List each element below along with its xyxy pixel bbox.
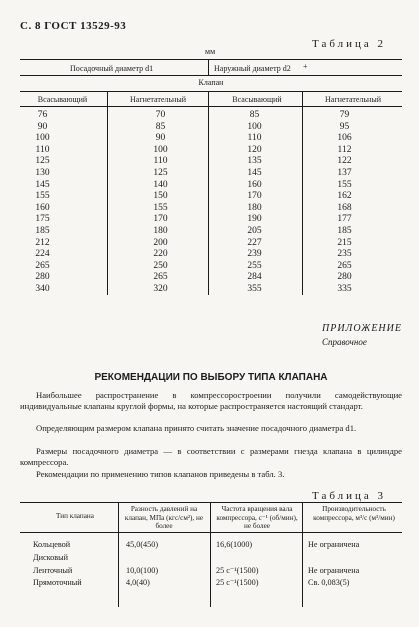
table3-header-capacity: Производительность компрессора, м³/с (м³/мин) — [313, 505, 395, 522]
table3-header-rule — [20, 532, 402, 533]
table3-vdiv-3 — [302, 502, 303, 607]
row-capacity: Не ограничена — [308, 540, 360, 549]
paragraph-3: Размеры посадочного диаметра — в соответствии с размерами гнезда клапана в цилиндре компрессора. — [20, 446, 402, 467]
table2-top-rule — [20, 59, 402, 60]
cell: 95 — [339, 121, 350, 132]
row-type: Ленточный — [33, 566, 73, 575]
cell: 220 — [153, 249, 168, 260]
table2-rule-3 — [20, 106, 402, 107]
col-header-suction-1: Всасывающий — [37, 95, 88, 104]
table2-col-discharge-2 — [322, 110, 367, 296]
cell: 125 — [153, 167, 168, 178]
cell: 180 — [153, 225, 168, 236]
cell: 110 — [153, 156, 168, 167]
table2-vdiv-3 — [302, 91, 303, 295]
table2-unit: мм — [205, 47, 216, 56]
row-type: Прямоточный — [33, 578, 82, 587]
row-speed: 25 с⁻¹(1500) — [216, 566, 259, 575]
cell: 160 — [35, 202, 50, 213]
cell: 110 — [247, 133, 262, 144]
row-pressure: 4,0(40) — [126, 578, 150, 587]
page-header: С. 8 ГОСТ 13529-93 — [20, 20, 127, 32]
appendix-subtitle: Справочное — [322, 337, 367, 347]
col-header-discharge-1: Нагнетательный — [129, 95, 186, 104]
table3-caption: Таблица 3 — [312, 490, 387, 502]
cell: 155 — [35, 191, 50, 202]
cell: 175 — [35, 214, 50, 225]
table3-header-type: Тип клапана — [56, 512, 94, 520]
cell: 284 — [247, 272, 262, 283]
cell: 224 — [35, 249, 50, 260]
cell: 150 — [153, 191, 168, 202]
table2-col-suction-1 — [20, 110, 65, 296]
table2-caption: Таблица 2 — [312, 38, 387, 50]
cell: 355 — [247, 283, 262, 294]
cell: 170 — [247, 191, 262, 202]
cell: 170 — [153, 214, 168, 225]
cell: 85 — [155, 121, 166, 132]
table2-rule-2 — [20, 91, 402, 92]
row-type: Кольцевой — [33, 540, 71, 549]
cell: 168 — [337, 202, 352, 213]
cell: 212 — [35, 237, 50, 248]
table2-group-label: Клапан — [198, 78, 224, 87]
cell: 120 — [247, 144, 262, 155]
cell: 215 — [337, 237, 352, 248]
col-header-suction-2: Всасывающий — [232, 95, 282, 104]
table2-col-discharge-1 — [138, 110, 183, 296]
cell: 185 — [337, 225, 352, 236]
cell: 280 — [35, 272, 50, 283]
paragraph-2: Определяющим размером клапана принято считать значение посадочного диаметра d1. — [36, 423, 357, 433]
table2-rule-1 — [20, 75, 402, 76]
row-capacity: Не ограничена — [308, 566, 360, 575]
row-pressure: 10,0(100) — [126, 566, 159, 575]
paragraph-1: Наибольшее распространение в компрессоростроении получили самодействующие индивидуальные клапаны круглой формы, на которые распространяется настоящий стандарт. — [20, 390, 402, 411]
row-speed: 16,6(1000) — [216, 540, 253, 549]
cell: 100 — [35, 133, 50, 144]
cell: 340 — [35, 283, 50, 294]
cell: 79 — [339, 110, 350, 120]
cell: 100 — [247, 121, 262, 132]
cell: 145 — [247, 167, 262, 178]
cell: 185 — [35, 225, 50, 236]
cell: 85 — [249, 110, 260, 120]
row-speed: 25 с⁻¹(1500) — [216, 578, 259, 587]
cell: 125 — [35, 156, 50, 167]
cell: 239 — [247, 249, 262, 260]
cell: 100 — [153, 144, 168, 155]
cell: 145 — [35, 179, 50, 190]
cell: 320 — [153, 283, 168, 294]
cell: 130 — [35, 167, 50, 178]
cell: 177 — [337, 214, 352, 225]
cell: 70 — [155, 110, 166, 120]
cell: 180 — [247, 202, 262, 213]
table3-vdiv-2 — [210, 502, 211, 607]
cell: 162 — [337, 191, 352, 202]
recommend-heading: РЕКОМЕНДАЦИИ ПО ВЫБОРУ ТИПА КЛАПАНА — [94, 372, 328, 383]
table2-vdiv-2 — [208, 91, 209, 295]
cell: 155 — [153, 202, 168, 213]
cell: 155 — [337, 179, 352, 190]
seat-diameter-label: Посадочный диаметр d1 — [70, 64, 154, 73]
row-type: Дисковый — [33, 553, 69, 562]
cell: 227 — [247, 237, 262, 248]
cell: 255 — [247, 260, 262, 271]
outer-diameter-label: Наружный диаметр d2 — [214, 64, 291, 73]
cell: 110 — [35, 144, 50, 155]
table3-header-pressure: Разность давлений на клапан, МПа (кгс/см²), не более — [124, 505, 204, 531]
cell: 205 — [247, 225, 262, 236]
table2-vdiv-1 — [107, 91, 108, 295]
cell: 265 — [337, 260, 352, 271]
row-pressure: 45,0(450) — [126, 540, 159, 549]
cell: 137 — [337, 167, 352, 178]
cell: 90 — [37, 121, 48, 132]
appendix-title: ПРИЛОЖЕНИЕ — [322, 323, 402, 334]
table2-marker: + — [303, 62, 308, 71]
cell: 106 — [337, 133, 352, 144]
cell: 200 — [153, 237, 168, 248]
row-capacity: Св. 0,083(5) — [308, 578, 350, 587]
paragraph-4: Рекомендации по применению типов клапанов приведены в табл. 3. — [36, 469, 285, 479]
cell: 335 — [337, 283, 352, 294]
cell: 140 — [153, 179, 168, 190]
table2-col-suction-2 — [232, 110, 277, 296]
cell: 135 — [247, 156, 262, 167]
table2-divider-top — [208, 59, 209, 75]
table3-vdiv-1 — [118, 502, 119, 607]
cell: 280 — [337, 272, 352, 283]
table3-top-rule — [20, 502, 402, 503]
cell: 265 — [35, 260, 50, 271]
cell: 90 — [155, 133, 166, 144]
col-header-discharge-2: Нагнетательный — [324, 95, 381, 104]
cell: 122 — [337, 156, 352, 167]
cell: 265 — [153, 272, 168, 283]
cell: 160 — [247, 179, 262, 190]
cell: 250 — [153, 260, 168, 271]
cell: 235 — [337, 249, 352, 260]
cell: 112 — [337, 144, 352, 155]
cell: 190 — [247, 214, 262, 225]
table3-header-speed: Частота вращения вала компрессора, с⁻¹ (об/мин), не более — [216, 505, 298, 531]
cell: 76 — [37, 110, 48, 120]
